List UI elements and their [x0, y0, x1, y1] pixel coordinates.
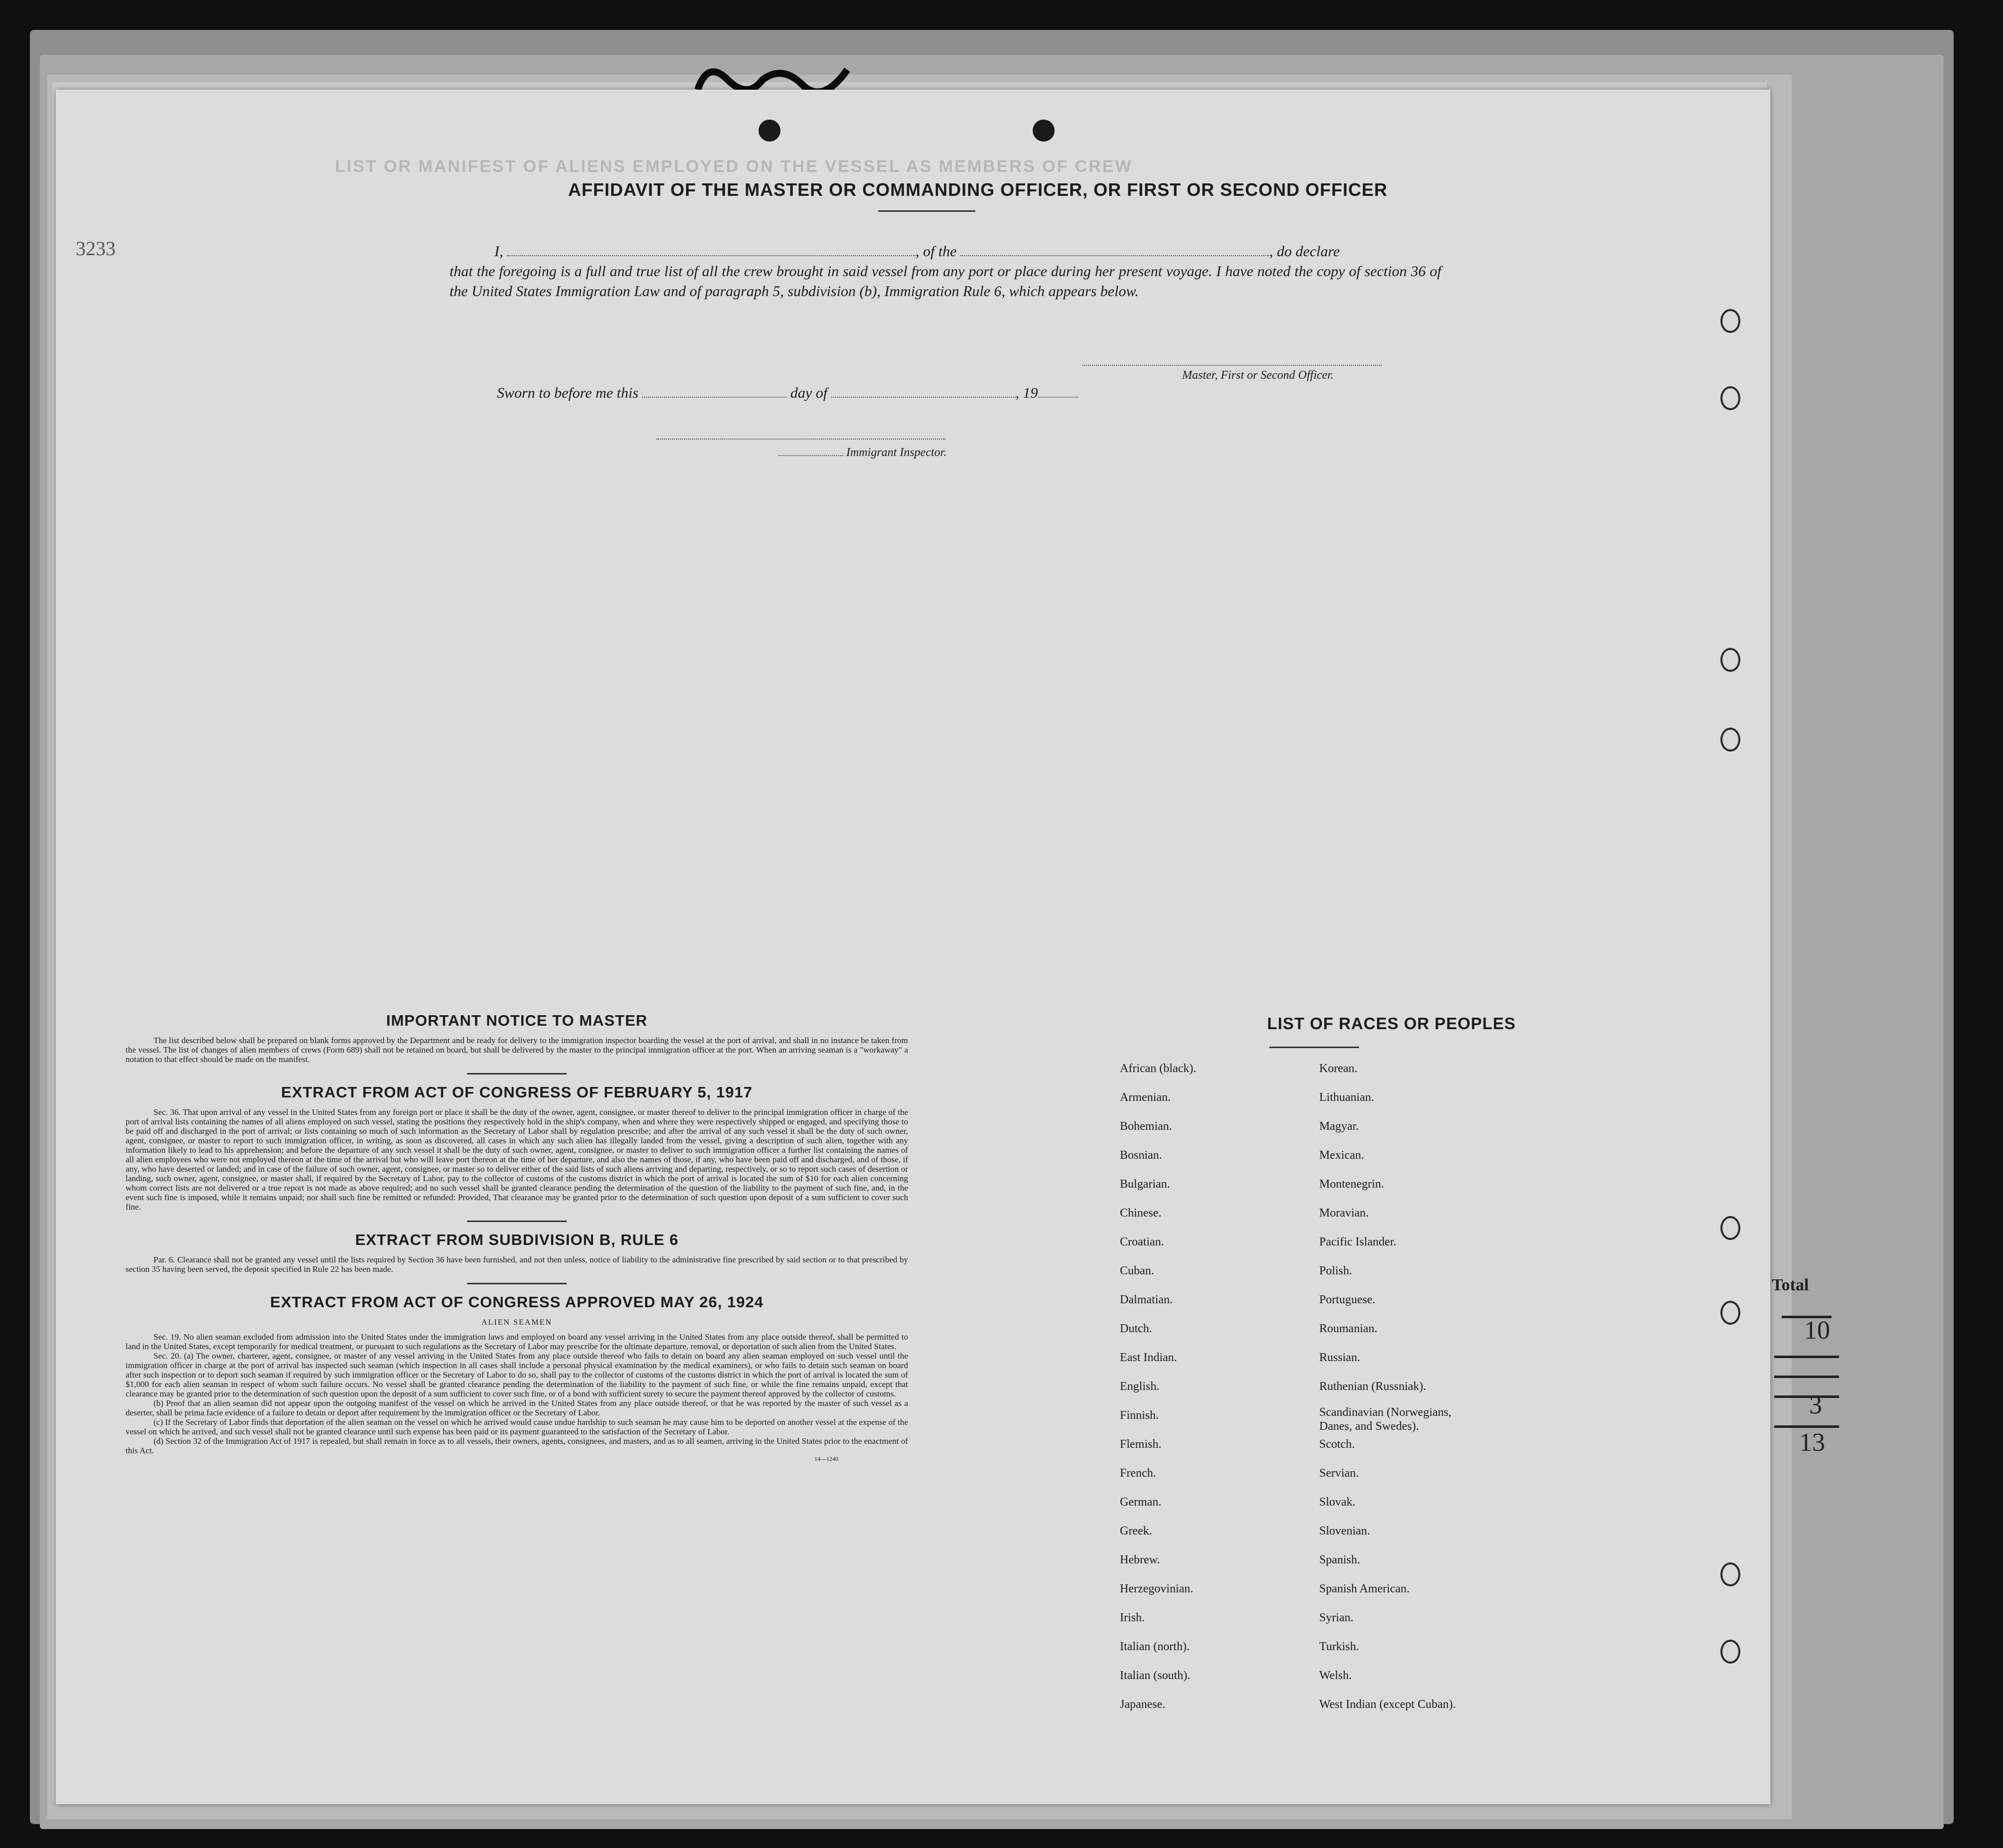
race-item: Welsh.	[1319, 1669, 1352, 1682]
race-item: Italian (north).	[1120, 1640, 1190, 1653]
race-item: Hebrew.	[1120, 1553, 1160, 1566]
race-item: Bosnian.	[1120, 1149, 1162, 1162]
signature-line	[1082, 365, 1382, 366]
race-item: Roumanian.	[1319, 1322, 1378, 1335]
race-item: Moravian.	[1319, 1207, 1369, 1220]
punch-hole	[1720, 386, 1740, 410]
divider	[467, 1221, 567, 1222]
margin-tally-3: 13	[1799, 1428, 1825, 1457]
race-item: Slovenian.	[1319, 1525, 1370, 1538]
race-item: Polish.	[1319, 1264, 1353, 1277]
race-item: Pacific Islander.	[1319, 1235, 1396, 1248]
extract-1917-text: Sec. 36. That upon arrival of any vessel in the United States from any foreign port or place it shall be the duty of the owner, agent, consignee, or master thereof to deliver to the principal immigration officer in charge of the port of arrival lists containing the names of all aliens employed on such vessel, stating the positions they respectively hold in the ship's company, when and where they were respectively shipped or engaged, and specifying those to be paid off and discharged in the port of arrival; or lists containing so much of such information as the Secretary of Labor shall by regulation prescribe; and after the arrival of any such vessel it shall be the duty of such owner, agent, consignee, or master to report to such immigration officer, in writing, as soon as discovered, all cases in which any such alien has illegally landed from the vessel, giving a description of such alien, together with any information likely to lead to his apprehension; and before the departure of any such vessel it shall be the duty of such owner, agent, consignee, or master to deliver to such immigration officer a further list containing the names of all alien employees who were not employed thereon at the time of the arrival but who will leave port thereon at the time of her departure, and also the names of those, if any, who have been paid off and discharged, and of those, if any, who have deserted or landed; and in case of the failure of such owner, agent, consignee, or master so to deliver either of the said lists of such aliens arriving and departing, respectively, or so to report such cases of desertion or landing, such owner, agent, consignee, or master shall, if required by the Secretary of Labor, pay to the collector of customs of the customs district in which the port of arrival is located the sum of $10 for each alien concerning whom correct lists are not delivered or a true report is not made as above required; and no such vessel shall be granted clearance pending the determination of the question of the liability to the payment of such fine, and, in the event such fine is imposed, while it remains unpaid; nor shall such fine be remitted or refunded: Provided, That clearance may be granted prior to the determination of such question upon deposit of a sum sufficient to cover such fine.	[126, 1107, 908, 1212]
race-item: Chinese.	[1120, 1207, 1162, 1220]
race-item: Dutch.	[1120, 1322, 1152, 1335]
affidavit-title: AFFIDAVIT OF THE MASTER OR COMMANDING OFFICER, OR FIRST OR SECOND OFFICER	[568, 179, 1388, 200]
sec19-text: Sec. 19. No alien seaman excluded from admission into the United States under the immigration laws and employed on board any vessel arriving in the United States from any place outside thereof, shall be permitted to land in the United States, except temporarily for medical treatment, or pursuant to such regulations as the Secretary of Labor may prescribe for the ultimate departure, removal, or deportation of such alien from the United States.	[126, 1332, 908, 1351]
race-item: West Indian (except Cuban).	[1319, 1698, 1456, 1711]
race-item: Korean.	[1319, 1062, 1358, 1075]
punch-hole	[1720, 1640, 1740, 1664]
divider	[878, 210, 975, 212]
notice-title: IMPORTANT NOTICE TO MASTER	[386, 1012, 648, 1029]
of-the-label: , of the	[916, 243, 957, 260]
sec20c-text: (c) If the Secretary of Labor finds that deportation of the alien seaman on the vessel on which he arrived would cause undue hardship to such seaman he may cause him to be deported on another vessel at the expense of the vessel on which he arrived, and such vessel shall not be granted clearance until such expense has been paid or its payment guaranteed to the satisfaction of the Secretary of Labor.	[126, 1417, 908, 1436]
punch-hole	[1720, 1562, 1740, 1586]
sworn-day-field[interactable]	[642, 384, 786, 398]
bleed-through-header: LIST OR MANIFEST OF ALIENS EMPLOYED ON THE VESSEL AS MEMBERS OF CREW	[335, 157, 1133, 176]
notice-text: The list described below shall be prepared on blank forms approved by the Department and be ready for delivery to the immigration inspector boarding the vessel at the port of arrival, and shall in no instance be taken from the vessel. The list of changes of alien members of crews (Form 689) shall not be retained on board, but shall be delivered by the master to the principal immigration officer at the port. When an arriving seaman is a "workaway" a notation to that effect should be made on the manifest.	[126, 1036, 908, 1064]
margin-total-label: Total	[1772, 1276, 1809, 1294]
race-item: French.	[1120, 1467, 1156, 1480]
punch-hole	[1720, 728, 1740, 752]
sec20d-text: (d) Section 32 of the Immigration Act of 1917 is repealed, but shall remain in force as to all vessels, their owners, agents, consignees, and masters, and as to all seamen, arriving in the United States prior to the enactment of this Act.	[126, 1436, 908, 1455]
do-declare-label: , do declare	[1269, 243, 1340, 260]
inspector-name-field[interactable]	[778, 446, 843, 456]
left-margin-stamp: 3233	[76, 237, 116, 260]
sworn-year-field[interactable]	[1038, 384, 1078, 398]
race-item: Dalmatian.	[1120, 1293, 1173, 1306]
race-item: English.	[1120, 1380, 1160, 1393]
divider	[1269, 1047, 1359, 1048]
race-item: Italian (south).	[1120, 1669, 1191, 1682]
extract-rule6-text: Par. 6. Clearance shall not be granted any vessel until the lists required by Section 36 have been furnished, and not then unless, notice of liability to the administrative fine prescribed by said section or to that prescribed by section 35 having been served, the deposit specified in Rule 22 has been made.	[126, 1255, 908, 1274]
race-item: Greek.	[1120, 1525, 1152, 1538]
sworn-month-field[interactable]	[831, 384, 1016, 398]
race-item: Slovak.	[1319, 1496, 1356, 1509]
margin-tally-2: 3	[1809, 1391, 1822, 1419]
race-item: Finnish.	[1120, 1409, 1159, 1422]
tally-line	[1774, 1376, 1839, 1378]
alien-seamen-subtitle: ALIEN SEAMEN	[481, 1318, 552, 1327]
sec20b-text: (b) Proof that an alien seaman did not appear upon the outgoing manifest of the vessel on which he arrived in the United States from any place outside thereof, or that he was reported by the master of such vessel as a deserter, shall be prima facie evidence of a failure to detain or deport after requirement by the immigration officer or the Secretary of Labor.	[126, 1398, 908, 1417]
race-item: Bulgarian.	[1120, 1178, 1170, 1191]
vessel-name-field[interactable]	[960, 242, 1269, 256]
race-item: Russian.	[1319, 1351, 1361, 1364]
form-number: 14—1240	[814, 1455, 838, 1462]
divider	[467, 1073, 567, 1075]
race-item: Syrian.	[1319, 1611, 1354, 1624]
race-item: Turkish.	[1319, 1640, 1359, 1653]
day-of-label: day of	[790, 385, 828, 401]
year-prefix: , 19	[1015, 385, 1038, 401]
punch-hole	[1720, 309, 1740, 333]
inspector-label: Immigrant Inspector.	[846, 446, 947, 459]
race-item: Servian.	[1319, 1467, 1359, 1480]
tally-line	[1774, 1395, 1839, 1398]
i-label: I,	[494, 243, 503, 260]
race-item: East Indian.	[1120, 1351, 1177, 1364]
inspector-signature-line	[656, 439, 945, 440]
race-item: Herzegovinian.	[1120, 1582, 1194, 1595]
race-item: Spanish American.	[1319, 1582, 1410, 1595]
sec20a-text: Sec. 20. (a) The owner, charterer, agent, consignee, or master of any vessel arriving in the United States from any place outside thereof who fails to detain on board any alien seaman employed on such vessel until the immigration officer in charge at the port of arrival has inspected such seaman (which inspection in all cases shall include a personal physical examination by the medical examiners), or who fails to detain such seaman on board after such inspection or to deport such seaman if required by such immigration officer or the Secretary of Labor to do so, shall pay to the collector of customs of the customs district in which the port of arrival is located the sum of $1,000 for each alien seaman in respect of whom such failure occurs. No vessel shall be granted clearance pending the determination of the liability to the payment of such fine, or while the fine remains unpaid, except that clearance may be granted prior to the determination of such question upon the deposit of a sum sufficient to cover such fine, or of a bond with sufficient surety to secure the payment thereof approved by the collector of customs.	[126, 1351, 908, 1398]
race-item: Lithuanian.	[1319, 1091, 1374, 1104]
race-item: Portuguese.	[1319, 1293, 1376, 1306]
race-item: Croatian.	[1120, 1235, 1164, 1248]
race-item: Magyar.	[1319, 1120, 1359, 1133]
sworn-line	[497, 384, 1078, 402]
punch-hole	[1720, 1301, 1740, 1325]
affidavit-page	[56, 90, 1770, 1804]
race-item: Scotch.	[1319, 1438, 1355, 1451]
legal-notices	[126, 1012, 908, 1463]
race-item: Armenian.	[1120, 1091, 1171, 1104]
master-name-field[interactable]	[507, 242, 916, 256]
race-item: Mexican.	[1319, 1149, 1364, 1162]
race-item: African (black).	[1120, 1062, 1197, 1075]
race-item: German.	[1120, 1496, 1162, 1509]
punch-hole	[1720, 1216, 1740, 1240]
affidavit-declaration	[450, 242, 1441, 302]
divider	[467, 1283, 567, 1284]
extract-1924-title: EXTRACT FROM ACT OF CONGRESS APPROVED MAY 26, 1924	[270, 1293, 764, 1311]
declaration-text: that the foregoing is a full and true list of all the crew brought in said vessel from any port or place during her present voyage. I have noted the copy of section 36 of the United States Immigration Law and of paragraph 5, subdivision (b), Immigration Rule 6, which appears below.	[450, 263, 1441, 300]
punch-hole	[1720, 648, 1740, 672]
race-item: Ruthenian (Russniak).	[1319, 1380, 1426, 1393]
race-item: Irish.	[1120, 1611, 1145, 1624]
margin-tally-1: 10	[1804, 1316, 1830, 1345]
punch-hole	[1033, 120, 1055, 142]
extract-1917-title: EXTRACT FROM ACT OF CONGRESS OF FEBRUARY 5, 1917	[281, 1083, 753, 1101]
inspector-line	[778, 446, 946, 460]
sworn-label: Sworn to before me this	[497, 385, 638, 401]
signature-label: Master, First or Second Officer.	[1182, 369, 1334, 382]
race-item: Spanish.	[1319, 1553, 1361, 1566]
races-title: LIST OF RACES OR PEOPLES	[1267, 1014, 1516, 1033]
race-item: Japanese.	[1120, 1698, 1166, 1711]
race-item: Montenegrin.	[1319, 1178, 1384, 1191]
tally-line	[1774, 1356, 1839, 1358]
race-item: Bohemian.	[1120, 1120, 1172, 1133]
punch-hole	[759, 120, 780, 142]
race-item: Cuban.	[1120, 1264, 1154, 1277]
race-item: Flemish.	[1120, 1438, 1162, 1451]
extract-rule6-title: EXTRACT FROM SUBDIVISION B, RULE 6	[355, 1231, 679, 1248]
race-item: Scandinavian (Norwegians, Danes, and Swedes).	[1319, 1406, 1452, 1433]
